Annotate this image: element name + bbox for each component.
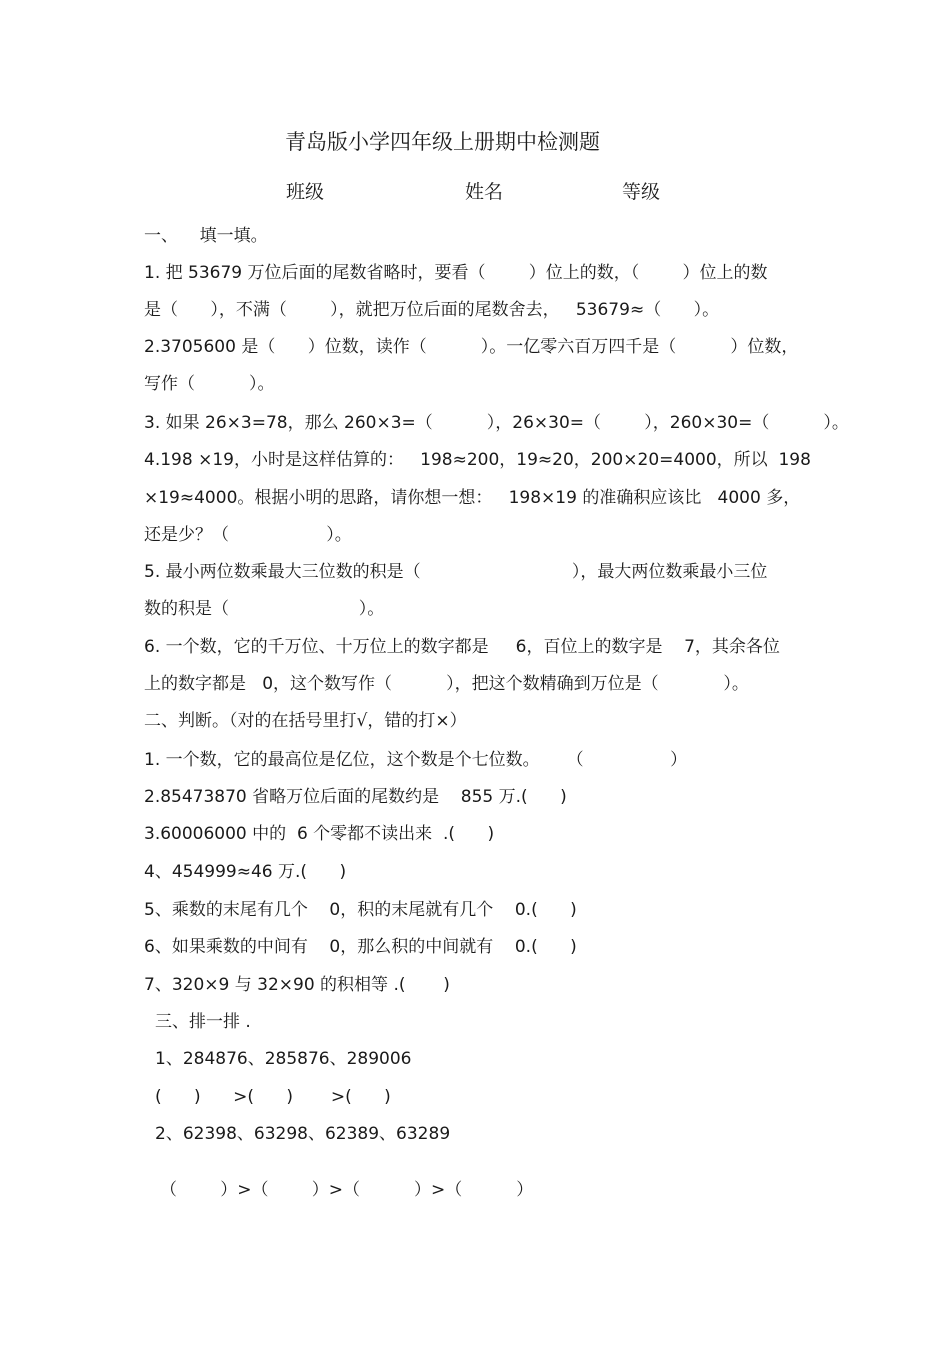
s1-line-10: 数的积是（ ）。 [144, 599, 385, 619]
s2-item-2: 2.85473870 省略万位后面的尾数约是 855 万.( ) [144, 787, 567, 807]
s3-q1-numbers: 1、284876、285876、289006 [155, 1049, 412, 1069]
s1-line-8: 还是少？（ ）。 [144, 525, 352, 545]
class-label: 班级 [286, 181, 325, 203]
s3-q2-numbers: 2、62398、63298、62389、63289 [155, 1124, 451, 1144]
s1-line-2: 是（ ），不满（ ），就把万位后面的尾数舍去， 53679≈（ ）。 [144, 300, 720, 320]
section3-heading: 三、排一排 . [155, 1012, 251, 1032]
s3-q1-blanks: ( ) >( ) >( ) [155, 1087, 391, 1107]
s3-q2-blanks: （ ）>（ ）>（ ）>（ ） [160, 1180, 534, 1200]
s1-line-7: ×19≈4000。根据小明的思路，请你想一想： 198×19 的准确积应该比 4000 多， [144, 488, 801, 508]
s2-item-3: 3.60006000 中的 6 个零都不读出来 .( ) [144, 824, 495, 844]
s1-line-4: 写作（ ）。 [144, 374, 275, 394]
s2-item-5: 5、乘数的末尾有几个 0，积的末尾就有几个 0.( ) [144, 900, 577, 920]
s1-line-1: 1. 把 53679 万位后面的尾数省略时，要看（ ）位上的数，（ ）位上的数 [144, 263, 768, 283]
s1-line-5: 3. 如果 26×3=78，那么 260×3=（ ），26×30=（ ），260×30=（ ）。 [144, 413, 849, 433]
s2-item-7: 7、320×9 与 32×90 的积相等 .( ) [144, 975, 450, 995]
s1-line-6: 4.198 ×19，小时是这样估算的： 198≈200，19≈20，200×20=4000，所以 198 [144, 450, 811, 470]
s1-line-3: 2.3705600 是（ ）位数，读作（ ）。一亿零六百万四千是（ ）位数， [144, 337, 799, 357]
s2-item-6: 6、如果乘数的中间有 0，那么积的中间就有 0.( ) [144, 937, 577, 957]
page-title: 青岛版小学四年级上册期中检测题 [285, 130, 600, 154]
s1-line-9: 5. 最小两位数乘最大三位数的积是（ ），最大两位数乘最小三位 [144, 562, 768, 582]
section1-heading: 一、 填一填。 [144, 226, 268, 246]
s2-item-4: 4、454999≈46 万.( ) [144, 862, 347, 882]
section2-heading: 二、判断。（对的在括号里打√，错的打×） [144, 711, 467, 731]
s1-line-12: 上的数字都是 0，这个数写作（ ），把这个数精确到万位是（ ）。 [144, 674, 749, 694]
name-label: 姓名 [465, 181, 504, 203]
grade-label: 等级 [622, 181, 661, 203]
s2-item-1: 1. 一个数，它的最高位是亿位，这个数是个七位数。 （ ） [144, 750, 688, 770]
s1-line-11: 6. 一个数，它的千万位、十万位上的数字都是 6，百位上的数字是 7，其余各位 [144, 637, 780, 657]
